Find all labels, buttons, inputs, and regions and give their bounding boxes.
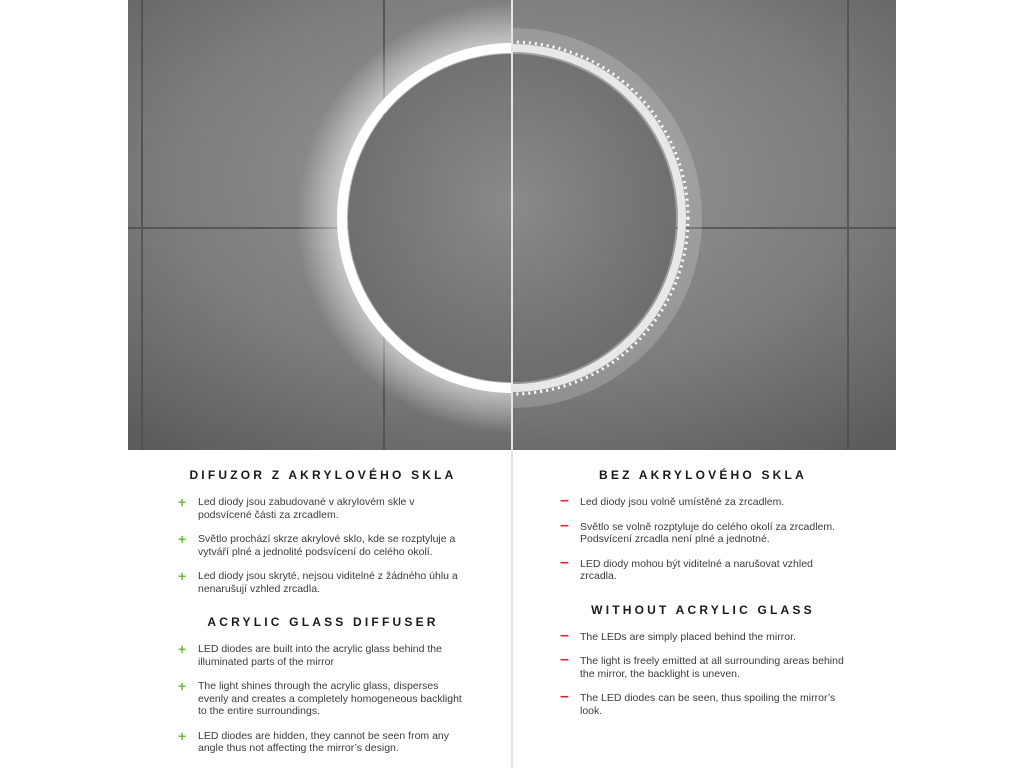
cz-heading-no-diffuser: BEZ AKRYLOVÉHO SKLA — [599, 468, 807, 482]
list-item: + LED diodes are hidden, they cannot be seen from any angle thus not affecting the mirror’s design. — [178, 727, 449, 754]
list-item: + Světlo prochází skrze akrylové sklo, kde se rozptyluje a vytváří plné a jednolité podsvícení do celého okolí. — [178, 531, 456, 558]
minus-icon: – — [560, 553, 569, 571]
en-list-no-diffuser — [560, 626, 846, 718]
list-item: – LED diody mohou být viditelné a narušovat vzhled zrcadla. — [560, 553, 813, 582]
cz-list-no-diffuser — [560, 492, 846, 583]
diffuser-column — [178, 468, 468, 767]
plus-icon: + — [178, 568, 187, 584]
list-item: – Světlo se volně rozptyluje do celého okolí za zrcadlem. Podsvícení zrcadla není plné a jednotné. — [560, 516, 836, 545]
list-item: + The light shines through the acrylic glass, disperses evenly and creates a completely homogeneous backlight to the entire surroundings. — [178, 678, 462, 717]
en-heading-no-diffuser: WITHOUT ACRYLIC GLASS — [591, 602, 815, 617]
plus-icon: + — [178, 727, 187, 744]
minus-icon: – — [560, 651, 569, 668]
list-item: – The LED diodes can be seen, thus spoiling the mirror’s look. — [560, 688, 836, 717]
plus-icon: + — [178, 494, 187, 510]
list-item: – Led diody jsou volně umístěné za zrcadlem. — [560, 492, 785, 509]
minus-icon: – — [560, 492, 569, 509]
list-item: + Led diody jsou zabudované v akrylovém skle v podsvícené části za zrcadlem. — [178, 494, 415, 521]
list-item: + Led diody jsou skryté, nejsou viditelné z žádného úhlu a nenarušují vzhled zrcadla. — [178, 568, 458, 595]
list-item: + LED diodes are built into the acrylic glass behind the illuminated parts of the mirror — [178, 641, 442, 668]
en-list-diffuser — [178, 643, 468, 755]
plus-icon: + — [178, 678, 187, 694]
cz-list-diffuser — [178, 496, 468, 595]
plus-icon: + — [178, 531, 187, 547]
minus-icon: – — [560, 516, 569, 534]
no-diffuser-column — [560, 468, 846, 729]
minus-icon: – — [560, 626, 569, 644]
list-item: – The LEDs are simply placed behind the mirror. — [560, 626, 796, 644]
en-heading-diffuser: ACRYLIC GLASS DIFFUSER — [207, 615, 439, 629]
list-item: – The light is freely emitted at all surrounding areas behind the mirror, the backlight is uneven. — [560, 651, 844, 680]
minus-icon: – — [560, 688, 569, 705]
cz-heading-diffuser: DIFUZOR Z AKRYLOVÉHO SKLA — [189, 468, 457, 482]
plus-icon: + — [178, 641, 187, 657]
divider-line — [511, 0, 513, 768]
